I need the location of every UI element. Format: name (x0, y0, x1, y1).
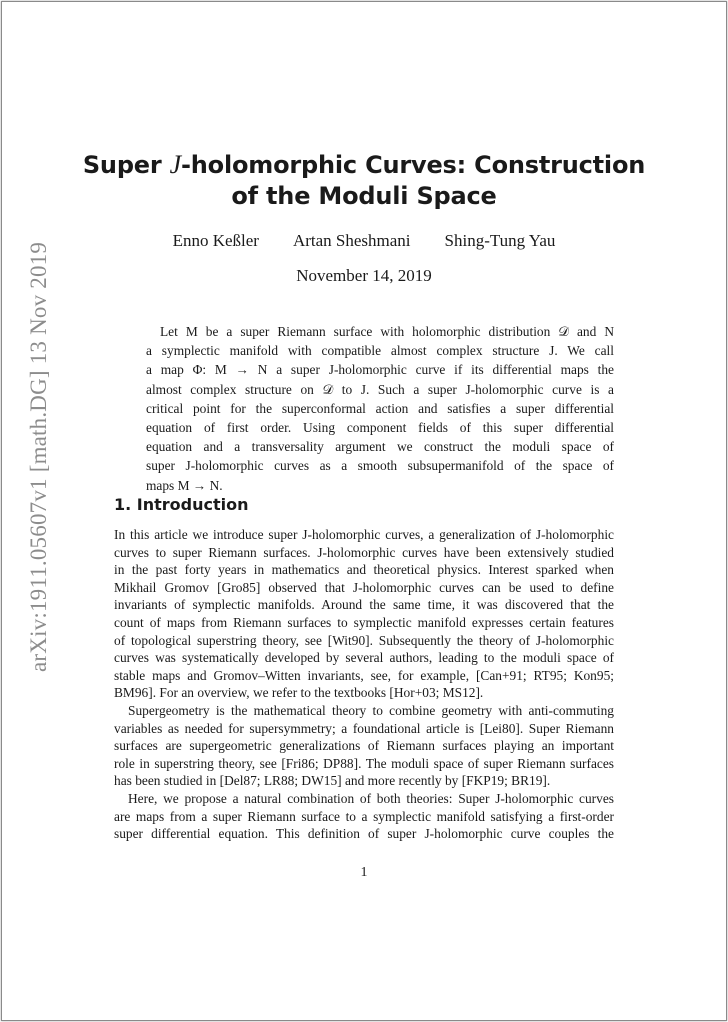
body-line: super differential equation. This definition of super J-holomorphic curve couples the (114, 826, 614, 842)
body-line: Mikhail Gromov [Gro85] observed that J-holomorphic curves can be used to define (114, 579, 614, 595)
body-line: are maps from a super Riemann surface to a symplectic manifold satisfying a first-order (114, 808, 614, 824)
body-line: has been studied in [Del87; LR88; DW15] and more recently by [FKP19; BR19]. (114, 773, 551, 789)
abstract-line: maps M → N. (146, 477, 223, 493)
abstract (146, 322, 614, 495)
body-line: curves was systematically developed by several authors, leading to the moduli space of (114, 650, 614, 666)
abstract-line: almost complex structure on 𝒟 to J. Such a super J-holomorphic curve is a (146, 381, 614, 397)
abstract-line: a symplectic manifold with compatible almost complex structure J. We call (146, 343, 614, 359)
body-line: variables as needed for supersymmetry; a foundational article is [Lei80]. Super Riemann (114, 720, 614, 736)
author-name: Artan Sheshmani (292, 231, 411, 250)
body-line: Supergeometry is the mathematical theory to combine geometry with anti-commuting (128, 702, 614, 718)
body-line: of topological superstring theory, see [Wit90]. Subsequently the theory of J-holomorphic (114, 632, 614, 648)
abstract-line: equation and a transversality argument we construct the moduli space of (146, 439, 614, 455)
paper-title-line-2: of the Moduli Space (231, 182, 497, 210)
abstract-line: Let M be a super Riemann surface with holomorphic distribution 𝒟 and N (160, 324, 614, 339)
body-line: Here, we propose a natural combination of both theories: Super J-holomorphic curves (128, 790, 614, 806)
body-line: count of maps from Riemann surfaces to symplectic manifold expresses certain features (114, 614, 614, 630)
title-math-j: J (169, 150, 182, 179)
abstract-line: a map Φ: M → N a super J-holomorphic curve if its differential maps the (146, 362, 614, 378)
body-line: surfaces are supergeometric generalizations of Riemann surfaces playing an important (114, 738, 614, 754)
arxiv-identifier-stamp: arXiv:1911.05607v1 [math.DG] 13 Nov 2019 (26, 241, 51, 672)
author-name: Enno Keßler (172, 231, 259, 250)
page-number: 1 (360, 865, 368, 880)
body-line: role in superstring theory, see [Fri86; DP88]. The moduli space of super Riemann surfaces (114, 755, 614, 771)
abstract-line: equation of first order. Using component fields of this super differential (146, 420, 614, 436)
publication-date: November 14, 2019 (296, 266, 432, 285)
paper-title-line-1 (0, 150, 728, 180)
abstract-line: super J-holomorphic curves as a smooth subsupermanifold of the space of (146, 458, 614, 474)
body-line: invariants of symplectic manifolds. Around the same time, it was discovered that the (114, 597, 614, 613)
body-line: curves to super Riemann surfaces. J-holomorphic curves have been extensively studied (114, 544, 614, 560)
body-line: BM96]. For an overview, we refer to the textbooks [Hor+03; MS12]. (114, 685, 484, 701)
body-line: in the past forty years in mathematics and theoretical physics. Interest sparked when (114, 562, 614, 578)
title-text-2: -holomorphic Curves: Construction (181, 151, 646, 179)
title-text-1: Super (82, 151, 170, 179)
section-heading-introduction: 1. Introduction (114, 495, 249, 514)
body-line: stable maps and Gromov–Witten invariants, see, for example, [Can+91; RT95; Kon95; (114, 667, 614, 683)
introduction-body (114, 526, 614, 843)
body-line: In this article we introduce super J-holomorphic curves, a generalization of J-holomorphic (114, 527, 614, 542)
author-name: Shing-Tung Yau (444, 231, 556, 250)
author-list (0, 230, 728, 252)
abstract-line: critical point for the superconformal action and satisfies a super differential (146, 400, 614, 416)
